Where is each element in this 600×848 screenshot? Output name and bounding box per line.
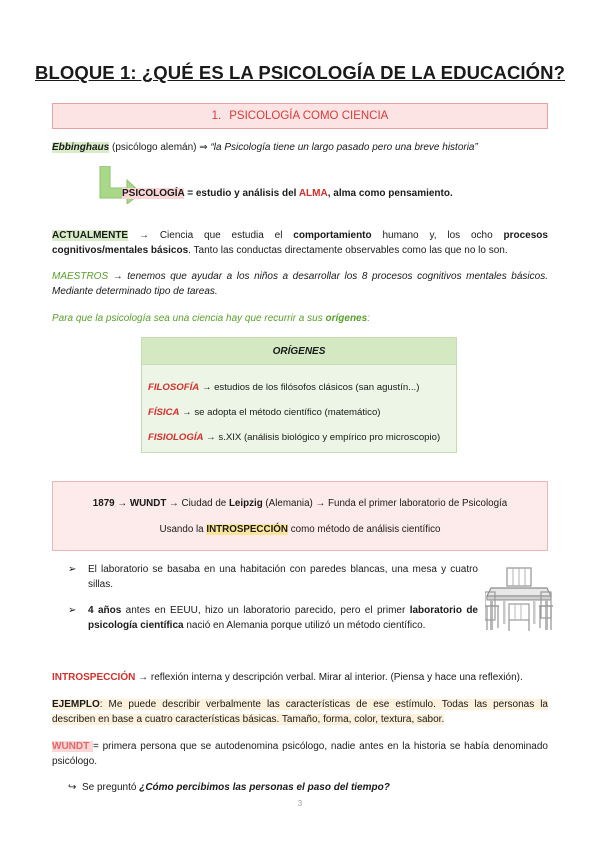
maestros-text: → tenemos que ayudar a los niños a desarrollar los 8 procesos cognitivos mentales básicos. Mediante determinado tipo de tareas. [52,271,548,297]
origin-item-fisiologia [148,432,440,443]
hook-arrow-icon: ↪ [68,782,77,793]
ebbinghaus-paragraph [52,140,548,155]
introspeccion-highlight: INTROSPECCIÓN [206,524,288,535]
table-and-chairs-image [485,566,553,632]
origins-box [141,337,457,453]
origin-term: FÍSICA [148,407,180,418]
wundt-definition [52,739,548,769]
wundt-line-2 [53,524,547,535]
origin-item-fisica [148,407,380,418]
origin-term: FISIOLOGÍA [148,432,204,443]
ebbinghaus-note: (psicólogo alemán) ⇒ [109,142,211,153]
bullet-text-1: antes en EEUU, hizo un laboratorio parecido, pero el primer [121,605,410,616]
pregunta-question: ¿Cómo percibimos las personas el paso del tiempo? [139,782,390,793]
introspeccion-term: INTROSPECCIÓN [52,672,136,683]
ejemplo-term: EJEMPLO [52,699,100,710]
lab-bold: laboratorio de psicología científica [88,605,478,631]
maestros-term: MAESTROS [52,271,109,282]
four-years-bold: 4 años [88,605,122,616]
bullet-laboratory-room [68,563,478,592]
origin-text: → s.XIX (análisis biológico y empírico pro microscopio) [203,432,441,443]
psicologia-text-2: , alma como pensamiento. [327,188,453,199]
origins-intro-bold: orígenes [325,313,368,324]
introspeccion-text: → reflexión interna y descripción verbal. Mirar al interior. (Piensa y hace una reflexión). [135,672,523,683]
page-title: BLOQUE 1: ¿QUÉ ES LA PSICOLOGÍA DE LA EDUCACIÓN? [34,62,566,83]
origins-intro [52,311,548,326]
wundt-text: = primera persona que se autodenomina psicólogo, nadie antes en la historia se había denominado psicólogo. [52,741,548,767]
wundt-term: WUNDT [52,741,93,752]
ebbinghaus-name: Ebbinghaus [52,142,110,153]
year-1879: 1879 [92,498,115,509]
arrow-text: → [114,498,130,509]
comportamiento-bold: comportamiento [293,230,372,241]
using-text: Usando la [159,524,207,535]
city-text: → Ciudad de [166,498,229,509]
ejemplo-paragraph [52,697,548,727]
actualmente-arrow: → [128,230,160,241]
bullet-arrow-icon: ➢ [68,564,77,575]
pregunta-text: Se preguntó [81,782,140,793]
actualmente-paragraph [52,228,548,258]
psicologia-text-1: = estudio y análisis del [184,188,299,199]
bullet-eeuu-laboratory [68,604,478,633]
actualmente-text-2: humano y, los ocho [371,230,504,241]
section-heading-box [52,103,548,129]
origins-header: ORÍGENES [142,338,456,365]
wundt-1879-box [52,481,548,551]
bullet-arrow-icon: ➢ [68,605,77,616]
actualmente-text-3: . Tanto las conductas directamente observables como las que no lo son. [188,245,508,256]
ejemplo-text: : Me puede describir verbalmente las características de ese estímulo. Todas las personas la describen en base a cuatro características básicas. Tamaño, forma, color, textura, sabor. [52,699,548,725]
origin-text: → estudios de los filósofos clásicos (san agustín...) [199,382,420,393]
ebbinghaus-quote: “la Psicología tiene un largo pasado pero una breve historia” [210,142,478,153]
origin-item-filosofia [148,382,419,393]
actualmente-term: ACTUALMENTE [52,230,129,241]
laboratory-text: (Alemania) → Funda el primer laboratorio de Psicología [262,498,508,509]
alma-term: ALMA [298,188,328,199]
bullet-text [88,604,478,633]
pregunta-line [68,780,548,795]
psicologia-definition [122,186,542,201]
bullet-text-2: nació en Alemania porque utilizó un método científico. [183,619,426,631]
section-number: 1. [211,110,222,122]
wundt-line-1 [53,498,547,509]
procesos-bold: procesos cognitivos/mentales básicos [52,230,548,256]
introspeccion-definition [52,670,548,685]
origin-term: FILOSOFÍA [148,382,200,393]
psicologia-term: PSICOLOGÍA [122,188,185,199]
maestros-paragraph [52,269,548,299]
section-label: PSICOLOGÍA COMO CIENCIA [229,110,389,122]
wundt-name: WUNDT [129,498,167,509]
origins-intro-text: Para que la psicología sea una ciencia hay que recurrir a sus [52,313,326,324]
actualmente-text-1: Ciencia que estudia el [159,230,294,241]
page-number: 3 [297,799,303,808]
leipzig-name: Leipzig [228,498,263,509]
origins-intro-end: : [367,313,370,324]
bullet-text: El laboratorio se basaba en una habitación con paredes blancas, una mesa y cuatro sillas. [88,564,478,590]
method-text: como método de análisis científico [288,524,441,535]
origin-text: → se adopta el método científico (matemático) [179,407,381,418]
